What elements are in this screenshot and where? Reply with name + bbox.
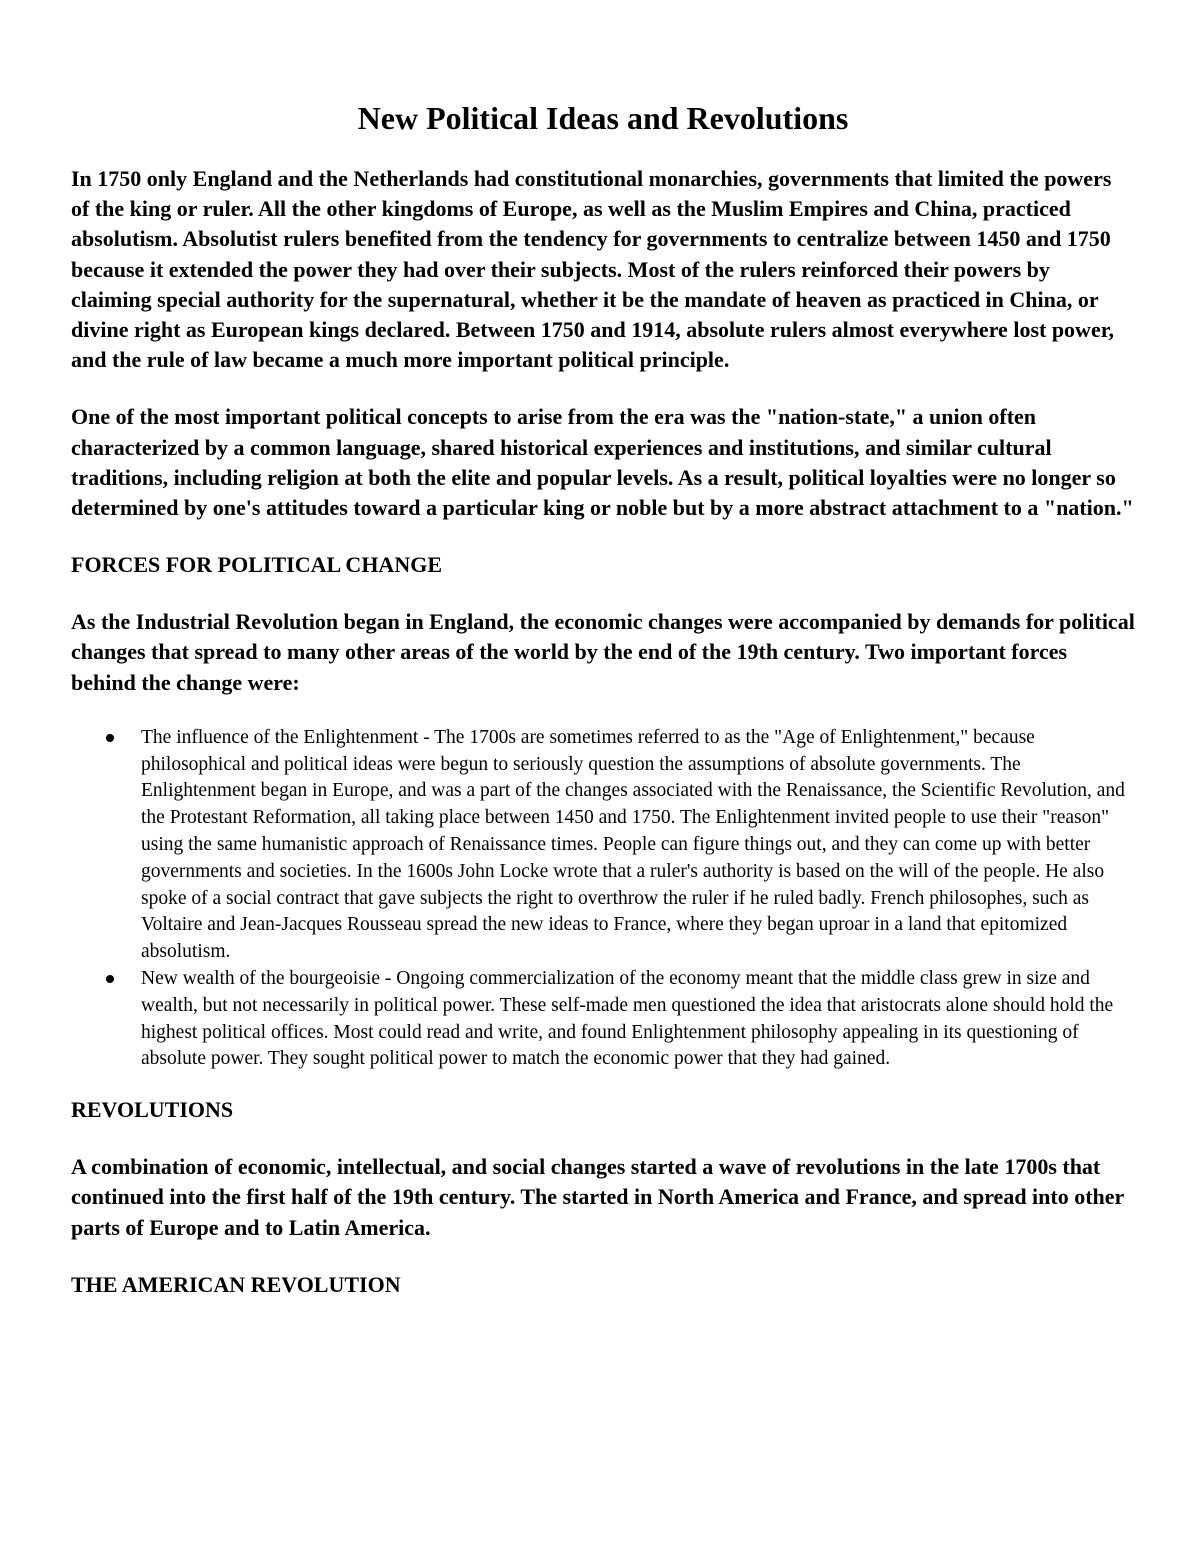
bullet-text-enlightenment: The influence of the Enlightenment - The 1700s are sometimes referred to as the "Age of Enlightenment," because philosophical and political ideas were begun to seriously question the assumptions of absolute governments. The Enlightenment began in Europe, and was a part of the changes associated with the Renaissance, the Scientific Revolution, and the Protestant Reformation, all taking place between 1450 and 1750. The Enlightenment invited people to use their "reason" using the same humanistic approach of Renaissance times. People can figure things out, and they can come up with better governments and societies. In the 1600s John Locke wrote that a ruler's authority is based on the will of the people. He also spoke of a social contract that gave subjects the right to overthrow the ruler if he ruled badly. French philosophes, such as Voltaire and Jean-Jacques Rousseau spread the new ideas to France, where they began uproar in a land that epitomized absolutism. [141,726,1125,963]
bullet-icon [106,734,114,742]
intro-paragraph-1: In 1750 only England and the Netherlands had constitutional monarchies, governments that limited the powers of the king or ruler. All the other kingdoms of Europe, as well as the Muslim Empires and China, practiced absolutism. Absolutist rulers benefited from the tendency for governments to centralize between 1450 and 1750 because it extended the power they had over their subjects. Most of the rulers reinforced their powers by claiming special authority for the supernatural, whether it be the mandate of heaven as practiced in China, or divine right as European kings declared. Between 1750 and 1914, absolute rulers almost everywhere lost power, and the rule of law became a much more important political principle. [71,166,1114,373]
forces-paragraph: As the Industrial Revolution began in England, the economic changes were accompanied by demands for political changes that spread to many other areas of the world by the end of the 19th century. Two important forces behind the change were: [71,609,1135,695]
list-item [141,966,1135,1073]
document-title: New Political Ideas and Revolutions [357,100,849,136]
document-content [71,96,1135,1327]
intro-paragraph-2: One of the most important political concepts to arise from the era was the "nation-state," a union often characterized by a common language, shared historical experiences and institutions, and similar cultural traditions, including religion at both the elite and popular levels. As a result, political loyalties were no longer so determined by one's attitudes toward a particular king or noble but by a more abstract attachment to a "nation." [71,404,1134,521]
american-revolution-heading: THE AMERICAN REVOLUTION [71,1271,401,1297]
bullet-text-bourgeoisie: New wealth of the bourgeoisie - Ongoing commercialization of the economy meant that the middle class grew in size and wealth, but not necessarily in political power. These self-made men questioned the idea that aristocrats alone should hold the highest political offices. Most could read and write, and found Enlightenment philosophy appealing in its questioning of absolute power. They sought political power to match the economic power that they had gained. [141,968,1114,1070]
forces-heading: FORCES FOR POLITICAL CHANGE [71,552,442,578]
revolutions-paragraph: A combination of economic, intellectual, and social changes started a wave of revolutions in the late 1700s that continued into the first half of the 19th century. The started in North America and France, and spread into other parts of Europe and to Latin America. [71,1154,1124,1240]
forces-bullet-list [71,725,1135,1073]
bullet-icon [106,975,114,983]
revolutions-heading: REVOLUTIONS [71,1097,234,1123]
list-item [141,725,1135,966]
